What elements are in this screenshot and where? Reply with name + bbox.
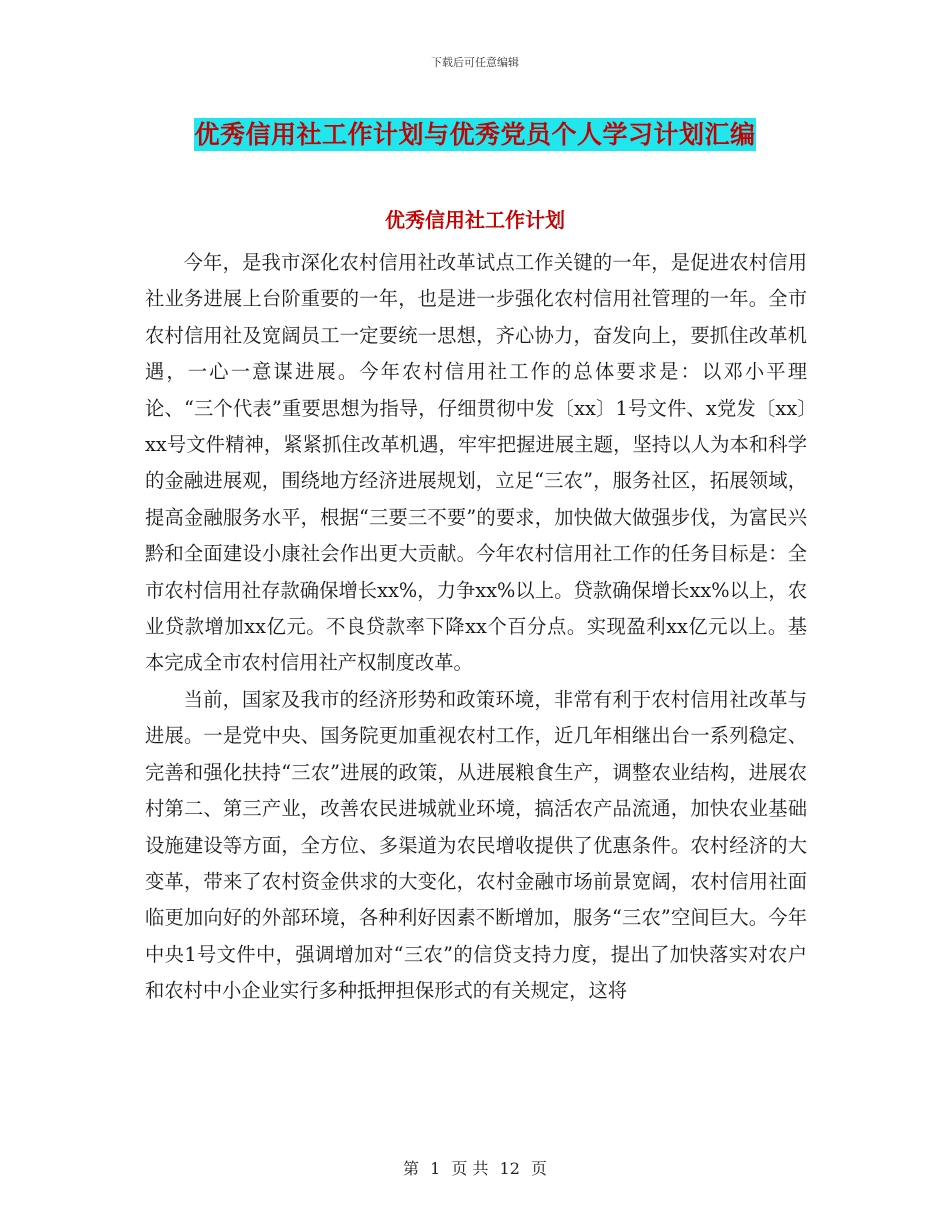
document-title-wrapper [0,115,950,151]
paragraph-2: 当前，国家及我市的经济形势和政策环境，非常有利于农村信用社改革与进展。一是党中央、国务院更加重视农村工作，近几年相继出台一系列稳定、完善和强化扶持“三农”进展的政策，从进展粮食生产，调整农业结构，进展农村第二、第三产业，改善农民进城就业环境，搞活农产品流通，加快农业基础设施建设等方面，全方位、多渠道为农民增收提供了优惠条件。农村经济的大变革，带来了农村资金供求的大变化，农村金融市场前景宽阔，农村信用社面临更加向好的外部环境，各种利好因素不断增加，服务“三农”空间巨大。今年中央1号文件中，强调增加对“三农”的信贷支持力度，提出了加快落实对农户和农村中小企业实行多种抵押担保形式的有关规定，这将 [145,687,807,1003]
total-page-count: 12 [499,1159,520,1178]
footer-prefix: 第 [402,1159,419,1178]
paragraph-1: 今年，是我市深化农村信用社改革试点工作关键的一年，是促进农村信用社业务进展上台阶重要的一年，也是进一步强化农村信用社管理的一年。全市农村信用社及宽阔员工一定要统一思想，齐心协力，奋发向上，要抓住改革机遇，一心一意谋进展。今年农村信用社工作的总体要求是：以邓小平理论、“三个代表”重要思想为指导，仔细贯彻中发〔xx〕1号文件、x党发〔xx〕xx号文件精神，紧紧抓住改革机遇，牢牢把握进展主题，坚持以人为本和科学的金融进展观，围绕地方经济进展规划，立足“三农”，服务社区，拓展领域，提高金融服务水平，根据“三要三不要”的要求，加快做大做强步伐，为富民兴黔和全面建设小康社会作出更大贡献。今年农村信用社工作的任务目标是：全市农村信用社存款确保增长xx%，力争xx%以上。贷款确保增长xx%以上，农业贷款增加xx亿元。不良贷款率下降xx个百分点。实现盈利xx亿元以上。基本完成全市农村信用社产权制度改革。 [145,251,807,675]
body-text [145,245,807,1010]
footer-suffix: 页 [531,1159,548,1178]
page-footer [0,1156,950,1179]
header-note: 下载后可任意编辑 [431,56,519,69]
current-page-number: 1 [430,1159,441,1178]
footer-middle: 页 共 [451,1159,489,1178]
section-title: 优秀信用社工作计划 [385,208,565,232]
document-title: 优秀信用社工作计划与优秀党员个人学习计划汇编 [194,120,756,149]
